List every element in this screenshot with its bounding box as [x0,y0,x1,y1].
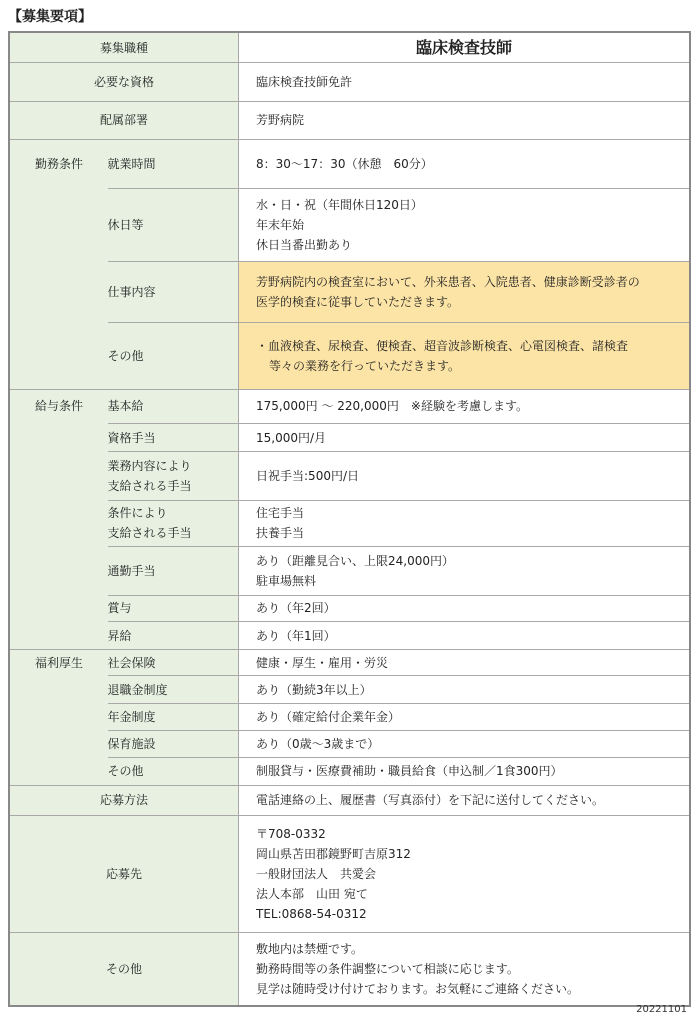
bonus-label: 賞与 [108,595,239,621]
duty-allowance-label-line: 支給される手当 [107,478,192,493]
cert-allowance-label: 資格手当 [108,423,239,451]
other-value [239,933,690,1006]
cond-allowance-label-line: 支給される手当 [107,526,192,541]
retirement-label: 退職金制度 [108,676,239,703]
row-commute [10,547,690,595]
welfare-group-label: 福利厚生 [10,650,108,785]
bonus-value: あり（年2回） [239,595,690,621]
holiday-line: 年末年始 [256,217,305,232]
row-cond-allowance [10,500,690,546]
cond-allowance-label-line: 条件により [107,506,168,521]
department-value: 芳野病院 [239,101,690,139]
insurance-value: 健康・厚生・雇用・労災 [239,650,690,676]
row-work-other [10,322,690,389]
work-other-line: ・血液検査、尿検査、便検査、超音波診断検査、心電図検査、諸検査 [256,338,629,353]
apply-method-value: 電話連絡の上、履歴書（写真添付）を下記に送付してください。 [239,785,690,815]
cond-allowance-line: 扶養手当 [256,526,305,541]
row-cert-allowance [10,423,690,451]
holiday-value [239,188,690,262]
duty-allowance-label-line: 業務内容により [107,458,192,473]
row-other [10,933,690,1006]
row-duty [10,262,690,323]
row-apply-to [10,815,690,932]
welfare-other-value: 制服貸与・医療費補助・職員給食（申込制／1食300円） [239,758,690,785]
retirement-value: あり（勤続3年以上） [239,676,690,703]
other-line: 見学は随時受け付けております。お気軽にご連絡ください。 [256,982,580,997]
job-label: 募集職種 [10,33,239,63]
apply-to-line: 法人本部 山田 宛て [256,886,368,901]
raise-label: 昇給 [108,621,239,649]
work-other-line: 等々の業務を行っていただきます。 [269,358,461,373]
row-bonus [10,595,690,621]
row-insurance [10,650,690,676]
nursery-label: 保育施設 [108,731,239,758]
raise-value: あり（年1回） [239,621,690,649]
row-welfare-other [10,758,690,785]
pension-value: あり（確定給付企業年金） [239,703,690,730]
row-department [10,101,690,139]
row-job [10,33,690,63]
work-other-label: その他 [108,322,239,389]
work-hours-value: 8：30～17：30（休憩 60分） [239,140,690,188]
apply-method-label: 応募方法 [10,785,239,815]
document-code: 20221101 [636,1004,687,1015]
cond-allowance-label [108,500,239,546]
apply-to-line: 岡山県苫田郡鏡野町吉原312 [256,846,411,861]
row-qualification [10,63,690,101]
apply-to-line: 一般財団法人 共愛会 [256,866,377,881]
holiday-line: 休日当番出勤あり [256,237,353,252]
cond-allowance-line: 住宅手当 [256,506,305,521]
qualification-value: 臨床検査技師免許 [239,63,690,101]
pay-group-label: 給与条件 [10,389,108,650]
duty-line: 芳野病院内の検査室において、外来患者、入院患者、健康診断受診者の [256,275,640,290]
row-base-pay [10,389,690,423]
duty-allowance-value: 日祝手当:500円/日 [239,452,690,500]
duty-allowance-label [108,452,239,500]
work-hours-label: 就業時間 [108,140,239,188]
row-raise [10,621,690,649]
duty-value [239,262,690,323]
commute-label: 通勤手当 [108,547,239,595]
commute-line: 駐車場無料 [256,573,317,588]
base-pay-value: 175,000円 ～ 220,000円 ※経験を考慮します。 [239,389,690,423]
insurance-label: 社会保険 [108,650,239,676]
other-line: 勤務時間等の条件調整について相談に応じます。 [256,962,519,977]
welfare-other-label: その他 [108,758,239,785]
page-heading: 【募集要項】 [8,9,92,25]
row-holiday [10,188,690,262]
row-duty-allowance [10,452,690,500]
holiday-line: 水・日・祝（年間休日120日） [256,197,423,212]
duty-line: 医学的検査に従事していただきます。 [256,295,460,310]
apply-to-label: 応募先 [10,815,239,932]
pension-label: 年金制度 [108,703,239,730]
row-pension [10,703,690,730]
cert-allowance-value: 15,000円/月 [239,423,690,451]
qualification-label: 必要な資格 [10,63,239,101]
other-line: 敷地内は禁煙です。 [256,942,364,957]
apply-to-line: TEL:0868-54-0312 [256,906,367,921]
commute-value [239,547,690,595]
commute-line: あり（距離見合い、上限24,000円） [256,553,455,568]
row-apply-method [10,785,690,815]
holiday-label: 休日等 [108,188,239,262]
nursery-value: あり（0歳～3歳まで） [239,731,690,758]
row-nursery [10,731,690,758]
row-work-hours [10,140,690,188]
recruitment-table [9,32,690,1006]
apply-to-line: 〒708-0332 [256,826,326,841]
row-retirement [10,676,690,703]
work-other-value [239,322,690,389]
base-pay-label: 基本給 [108,389,239,423]
duty-label: 仕事内容 [108,262,239,323]
cond-allowance-value [239,500,690,546]
department-label: 配属部署 [10,101,239,139]
other-label: その他 [10,933,239,1006]
job-value: 臨床検査技師 [239,33,690,63]
apply-to-value [239,815,690,932]
work-group-label: 勤務条件 [10,140,108,390]
